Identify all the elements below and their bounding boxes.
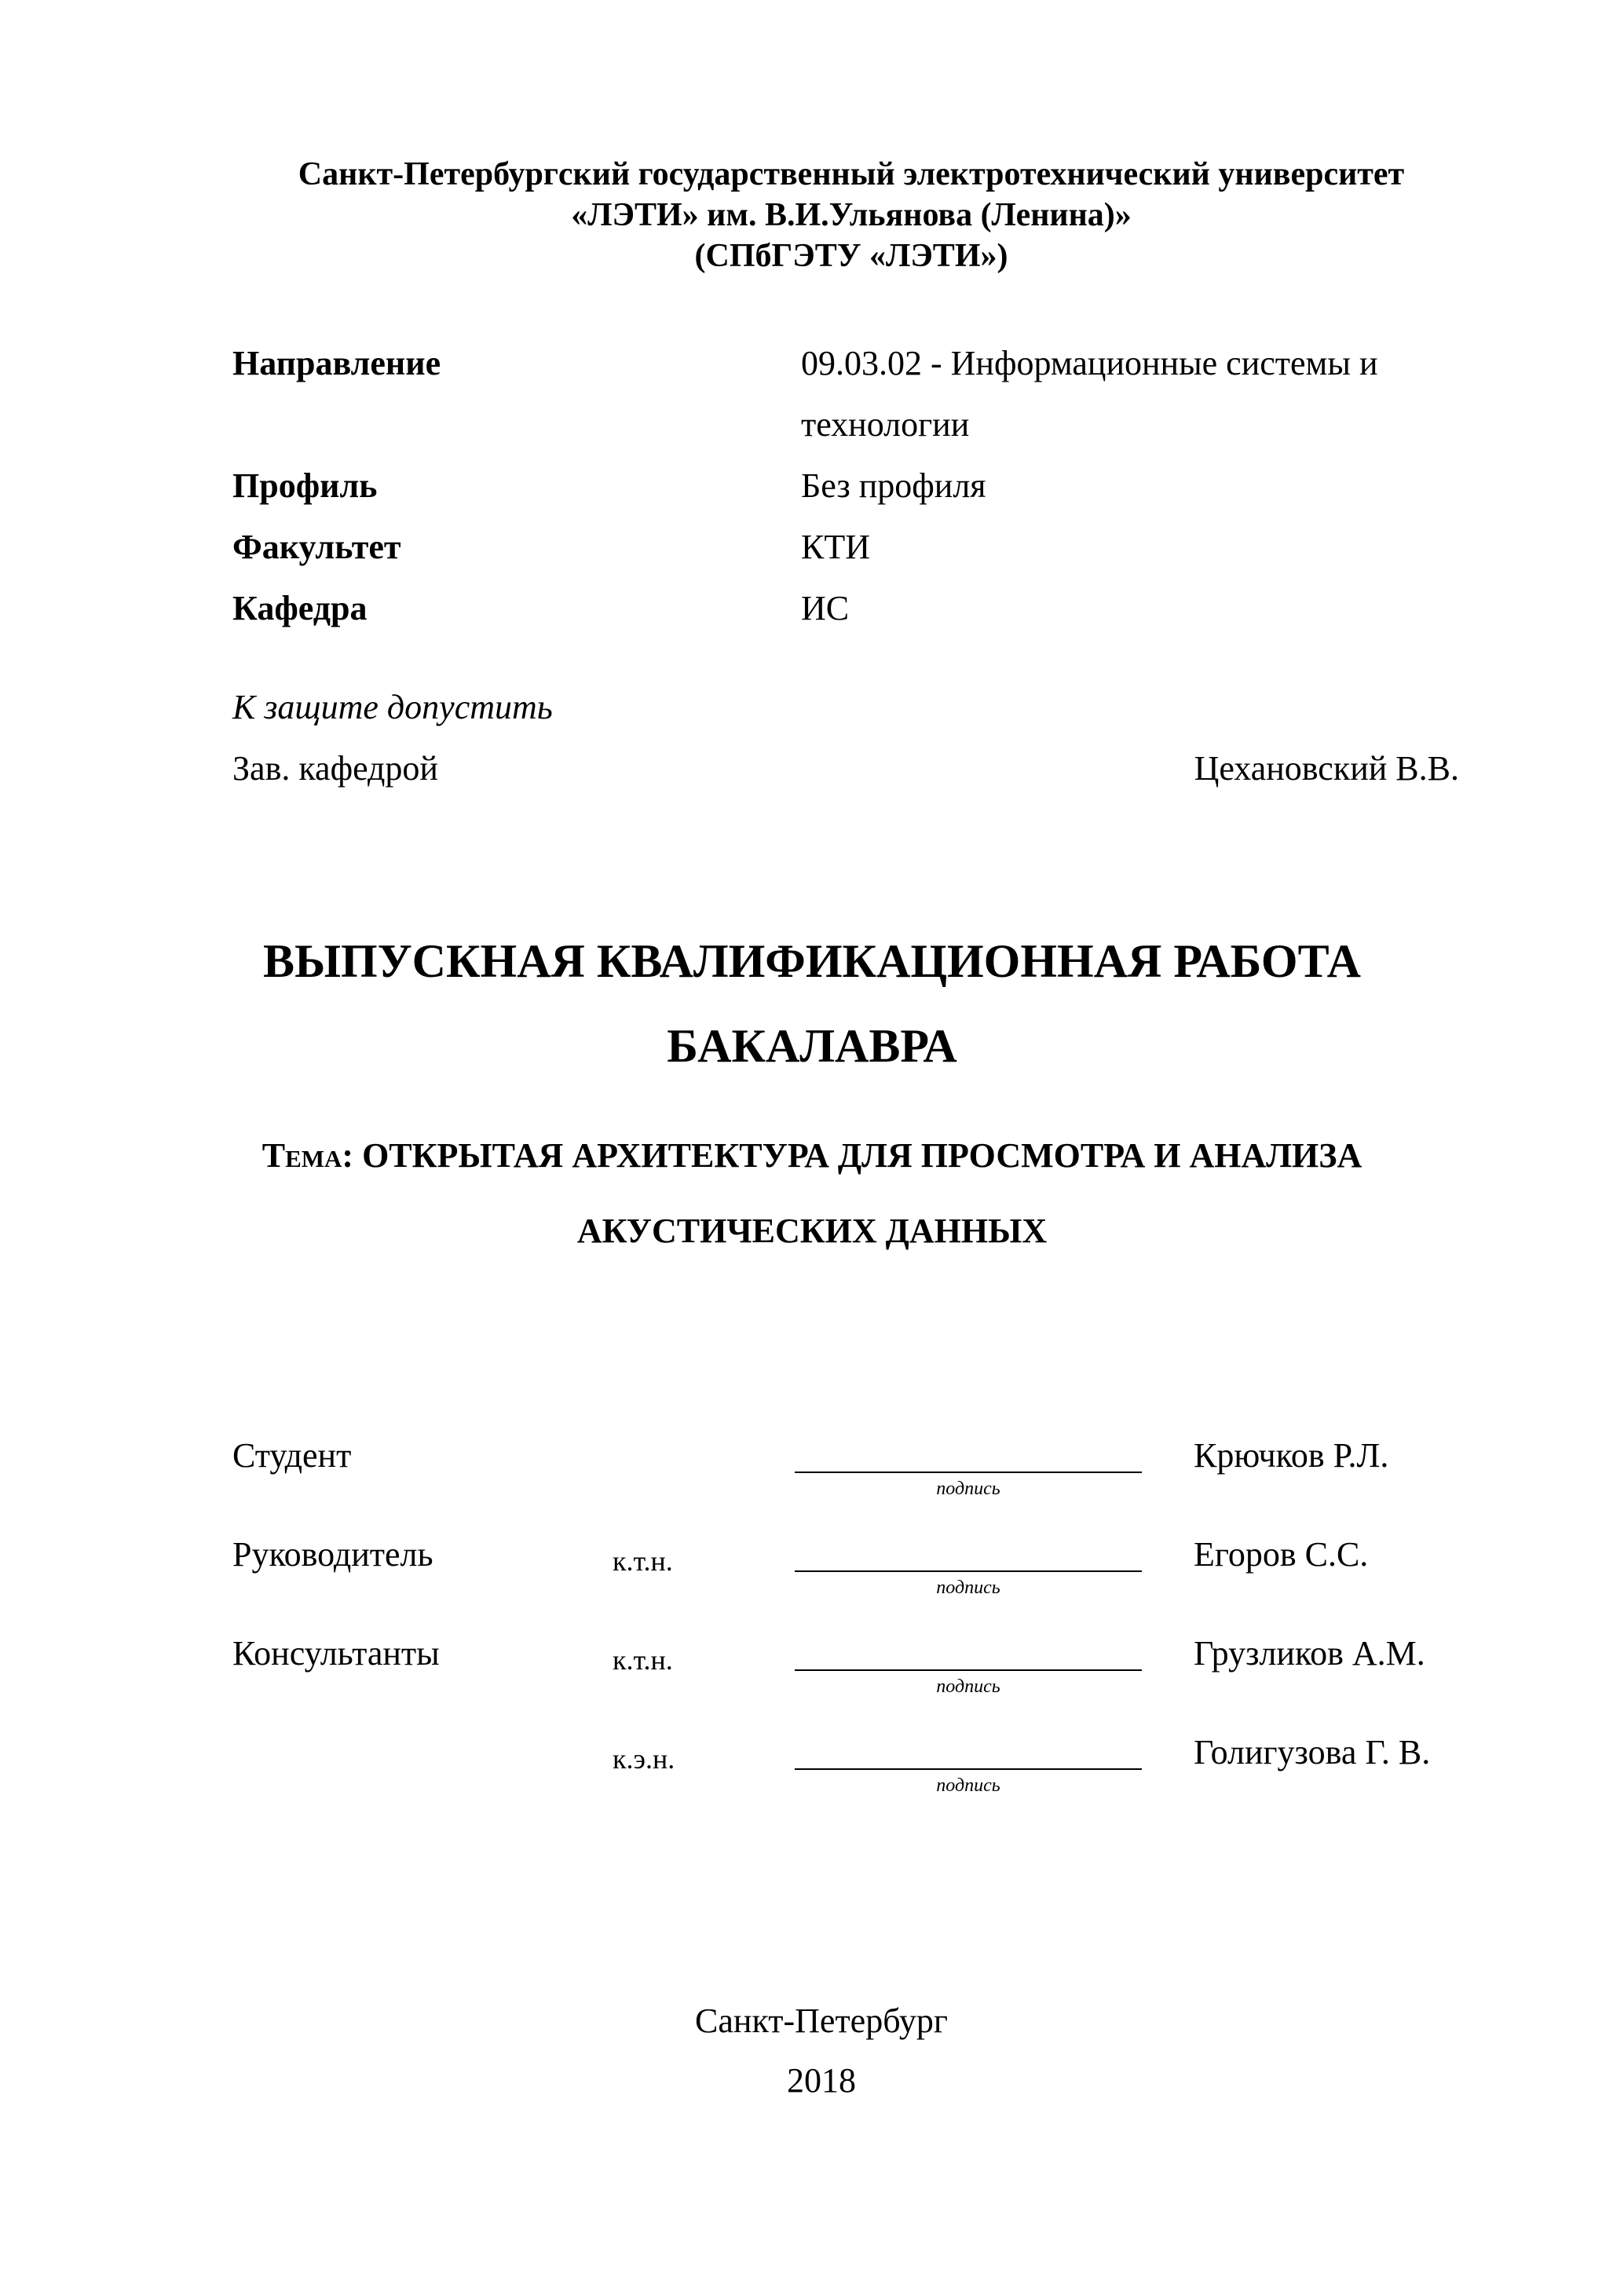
approval-position: Зав. кафедрой [232,749,438,788]
info-label: Факультет [232,528,401,566]
info-label: Кафедра [232,589,368,627]
signature-line [795,1669,1142,1671]
signature-role: Консультанты [232,1634,440,1673]
approval-title: К защите допустить [232,688,553,726]
work-topic [157,1118,1467,1269]
signature-caption: подпись [936,1479,1000,1499]
work-title-line1: ВЫПУСКНАЯ КВАЛИФИКАЦИОННАЯ РАБОТА [263,935,1361,987]
info-value: ИС [801,589,850,627]
university-header [232,154,1470,276]
signature-line [795,1570,1142,1572]
info-label: Направление [232,344,441,382]
signature-person: Крючков Р.Л. [1194,1436,1389,1475]
university-short-name: (СПбГЭТУ «ЛЭТИ») [694,238,1008,274]
info-value: Без профиля [801,466,986,505]
signature-degree: к.т.н. [613,1545,673,1577]
approval-name: Цехановский В.В. [1194,749,1459,788]
signature-degree: к.э.н. [613,1743,675,1775]
topic-line1 [157,1118,1467,1194]
info-value: КТИ [801,528,870,566]
signature-row-supervisor [232,1531,1489,1630]
work-title [157,919,1467,1088]
info-row-profile [232,455,1473,517]
work-title-line2: БАКАЛАВРА [667,1020,957,1072]
university-name-line2: «ЛЭТИ» им. В.И.Ульянова (Ленина)» [571,197,1132,233]
topic-label: Тема: [262,1136,354,1175]
footer [232,1991,1410,2111]
topic-text-line1: ОТКРЫТАЯ АРХИТЕКТУРА ДЛЯ ПРОСМОТРА И АНАЛИЗА [362,1136,1362,1175]
info-row-direction [232,333,1473,455]
defense-approval [232,677,1470,799]
signature-row-consultant-1 [232,1630,1489,1729]
footer-city: Санкт-Петербург [695,2002,948,2040]
signature-person: Голигузова Г. В. [1194,1733,1431,1771]
approval-row [232,738,1470,799]
info-row-department [232,578,1473,639]
info-label: Профиль [232,466,378,505]
signature-row-consultant-2 [232,1729,1489,1828]
info-row-faculty [232,517,1473,578]
signature-row-student [232,1432,1489,1531]
info-value: 09.03.02 - Информационные системы и технологии [801,344,1378,444]
signature-caption: подпись [936,1578,1000,1598]
signature-person: Егоров С.С. [1194,1535,1369,1574]
topic-text-line2: АКУСТИЧЕСКИХ ДАННЫХ [576,1212,1048,1250]
signature-role: Студент [232,1436,352,1475]
signature-role: Руководитель [232,1535,433,1574]
signature-person: Грузликов А.М. [1194,1634,1425,1673]
footer-year: 2018 [787,2061,856,2100]
signature-caption: подпись [936,1775,1000,1796]
program-info [232,333,1473,639]
university-name-line1: Санкт-Петербургский государственный электротехнический университет [298,156,1405,192]
signature-line [795,1472,1142,1473]
signature-line [795,1768,1142,1770]
signature-caption: подпись [936,1676,1000,1697]
signature-degree: к.т.н. [613,1644,673,1676]
